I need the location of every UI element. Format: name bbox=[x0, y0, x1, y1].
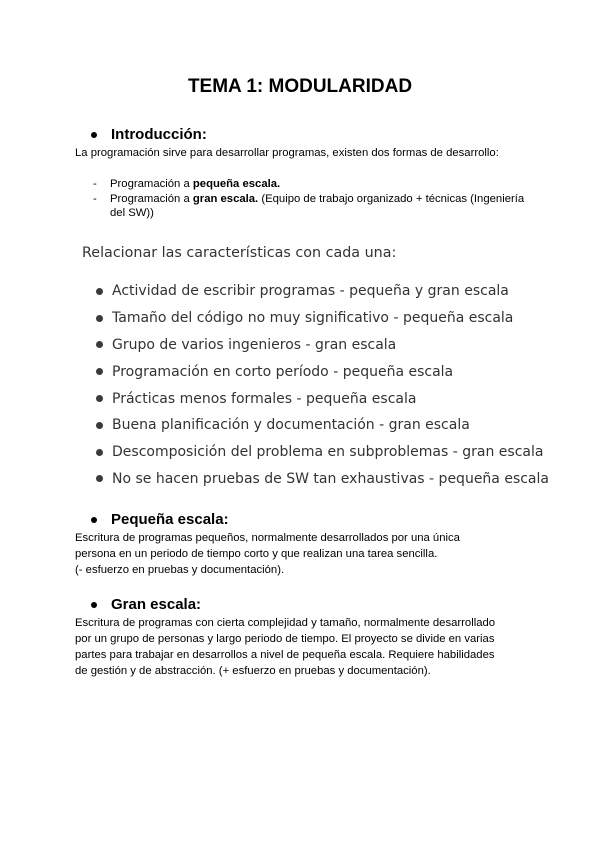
paragraph-line: (- esfuerzo en pruebas y documentación). bbox=[75, 564, 285, 576]
small-scale-heading: Pequeña escala: bbox=[111, 511, 229, 528]
intro-heading: Introducción: bbox=[111, 126, 207, 143]
item-prefix: Programación a bbox=[110, 193, 193, 205]
bullet-icon bbox=[91, 132, 97, 138]
relate-item-text: Tamaño del código no muy significativo - pequeña escala bbox=[112, 310, 514, 327]
paragraph-line: partes para trabajar en desarrollos a nivel de pequeña escala. Requiere habilidades bbox=[75, 649, 495, 661]
bullet-icon bbox=[96, 341, 103, 348]
relate-item-text: Actividad de escribir programas - pequeña y gran escala bbox=[112, 283, 509, 300]
bullet-icon bbox=[91, 602, 97, 608]
relate-item-text: Programación en corto período - pequeña escala bbox=[112, 363, 454, 380]
list-item bbox=[96, 385, 549, 412]
small-scale-heading-row bbox=[91, 511, 229, 529]
dash-marker: - bbox=[93, 178, 97, 190]
small-scale-text bbox=[75, 530, 460, 578]
bullet-icon bbox=[96, 422, 103, 429]
intro-text: La programación sirve para desarrollar programas, existen dos formas de desarrollo: bbox=[75, 147, 499, 159]
list-item bbox=[96, 439, 549, 466]
paragraph-line: Escritura de programas con cierta complejidad y tamaño, normalmente desarrollado bbox=[75, 617, 496, 629]
item-prefix: Programación a bbox=[110, 178, 193, 190]
relate-item-text: Grupo de varios ingenieros - gran escala bbox=[112, 336, 397, 353]
list-item bbox=[93, 192, 530, 220]
bullet-icon bbox=[96, 368, 103, 375]
relate-item-text: No se hacen pruebas de SW tan exhaustivas - pequeña escala bbox=[112, 470, 549, 487]
item-bold: pequeña escala. bbox=[192, 178, 281, 190]
bullet-icon bbox=[96, 475, 103, 482]
list-item bbox=[93, 177, 530, 191]
list-item bbox=[96, 358, 549, 385]
list-item bbox=[96, 466, 549, 493]
relate-list bbox=[96, 278, 549, 492]
intro-list bbox=[93, 177, 530, 221]
paragraph-line: Escritura de programas pequeños, normalmente desarrollados por una única bbox=[75, 532, 460, 544]
large-scale-heading: Gran escala: bbox=[111, 596, 202, 613]
dash-marker: - bbox=[93, 193, 97, 205]
paragraph-line: persona en un periodo de tiempo corto y que realizan una tarea sencilla. bbox=[75, 548, 438, 560]
bullet-icon bbox=[96, 395, 103, 402]
bullet-icon bbox=[96, 449, 103, 456]
relate-title: Relacionar las características con cada una: bbox=[82, 245, 397, 261]
page-title: TEMA 1: MODULARIDAD bbox=[187, 76, 413, 97]
list-item bbox=[96, 332, 549, 359]
paragraph-line: de gestión y de abstracción. (+ esfuerzo en pruebas y documentación). bbox=[75, 665, 431, 677]
list-item bbox=[96, 305, 549, 332]
list-item bbox=[96, 278, 549, 305]
large-scale-heading-row bbox=[91, 596, 201, 614]
bullet-icon bbox=[91, 517, 97, 523]
item-bold: gran escala. bbox=[192, 193, 259, 205]
bullet-icon bbox=[96, 315, 103, 322]
item-suffix: (Equipo de trabajo organizado + técnicas (Ingeniería del SW)) bbox=[110, 193, 525, 219]
bullet-icon bbox=[96, 288, 103, 295]
relate-item-text: Descomposición del problema en subproblemas - gran escala bbox=[112, 444, 544, 461]
paragraph-line: por un grupo de personas y largo periodo de tiempo. El proyecto se divide en varias bbox=[75, 633, 495, 645]
large-scale-text bbox=[75, 615, 495, 679]
relate-item-text: Buena planificación y documentación - gran escala bbox=[112, 417, 470, 434]
list-item bbox=[96, 412, 549, 439]
relate-item-text: Prácticas menos formales - pequeña escala bbox=[112, 390, 417, 407]
intro-heading-row bbox=[91, 126, 207, 144]
